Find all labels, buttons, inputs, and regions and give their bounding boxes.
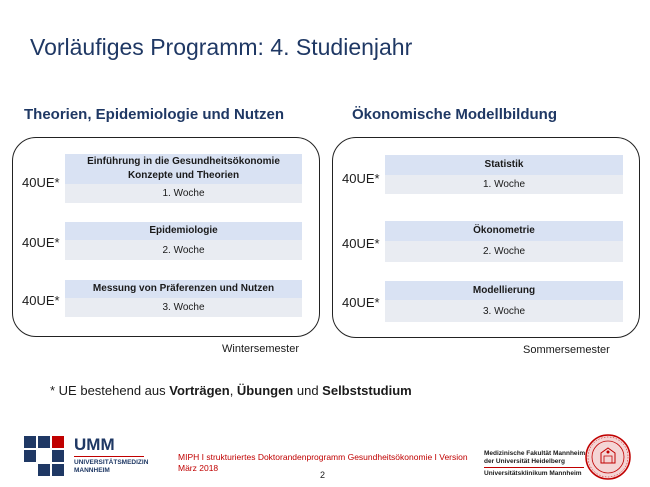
footer-faculty-line2: der Universität Heidelberg bbox=[484, 458, 565, 465]
umm-logo-sub2: MANNHEIM bbox=[74, 467, 110, 474]
course-title: Modellierung bbox=[385, 281, 623, 300]
course-title: Einführung in die Gesundheitsökonomie Konzepte und Theorien bbox=[65, 154, 302, 184]
course-title: Ökonometrie bbox=[385, 221, 623, 241]
seal-graphic bbox=[584, 433, 632, 481]
page-title: Vorläufiges Programm: 4. Studienjahr bbox=[30, 34, 413, 60]
umm-logo-mark bbox=[24, 436, 68, 476]
course-week: 1. Woche bbox=[65, 184, 302, 203]
semester-label: Sommersemester bbox=[523, 344, 610, 356]
ue-label: 40UE* bbox=[342, 171, 380, 186]
footer-faculty-line1: Medizinische Fakultät Mannheim bbox=[484, 450, 586, 457]
semester-label: Wintersemester bbox=[222, 343, 300, 355]
course-week: 2. Woche bbox=[65, 240, 302, 260]
university-seal-icon bbox=[584, 433, 632, 481]
footer-text: MIPH I strukturiertes Doktorandenprogramm Gesundheitsökonomie I Version März 2018 bbox=[178, 452, 468, 473]
section-heading-right: Ökonomische Modellbildung bbox=[352, 106, 558, 123]
umm-logo-text: UMM bbox=[74, 435, 115, 454]
ue-label: 40UE* bbox=[22, 235, 60, 250]
ue-label: 40UE* bbox=[22, 175, 60, 190]
course-title: Statistik bbox=[385, 155, 623, 175]
footer-hospital: Universitätsklinikum Mannheim bbox=[484, 470, 582, 477]
ue-label: 40UE* bbox=[342, 236, 380, 251]
footer-divider bbox=[484, 467, 584, 468]
section-heading-left: Theorien, Epidemiologie und Nutzen bbox=[24, 106, 285, 123]
footnote: * UE bestehend aus Vorträgen, Übungen und Selbststudium bbox=[50, 383, 412, 398]
page-number: 2 bbox=[320, 470, 326, 480]
course-title: Epidemiologie bbox=[65, 222, 302, 240]
course-week: 2. Woche bbox=[385, 241, 623, 262]
umm-logo bbox=[24, 436, 68, 476]
logo-divider bbox=[74, 456, 144, 457]
umm-logo-sub1: UNIVERSITÄTSMEDIZIN bbox=[74, 459, 149, 466]
course-week: 3. Woche bbox=[385, 300, 623, 322]
ue-label: 40UE* bbox=[342, 295, 380, 310]
ue-label: 40UE* bbox=[22, 293, 60, 308]
course-week: 3. Woche bbox=[65, 298, 302, 317]
course-week: 1. Woche bbox=[385, 175, 623, 194]
course-title: Messung von Präferenzen und Nutzen bbox=[65, 280, 302, 298]
